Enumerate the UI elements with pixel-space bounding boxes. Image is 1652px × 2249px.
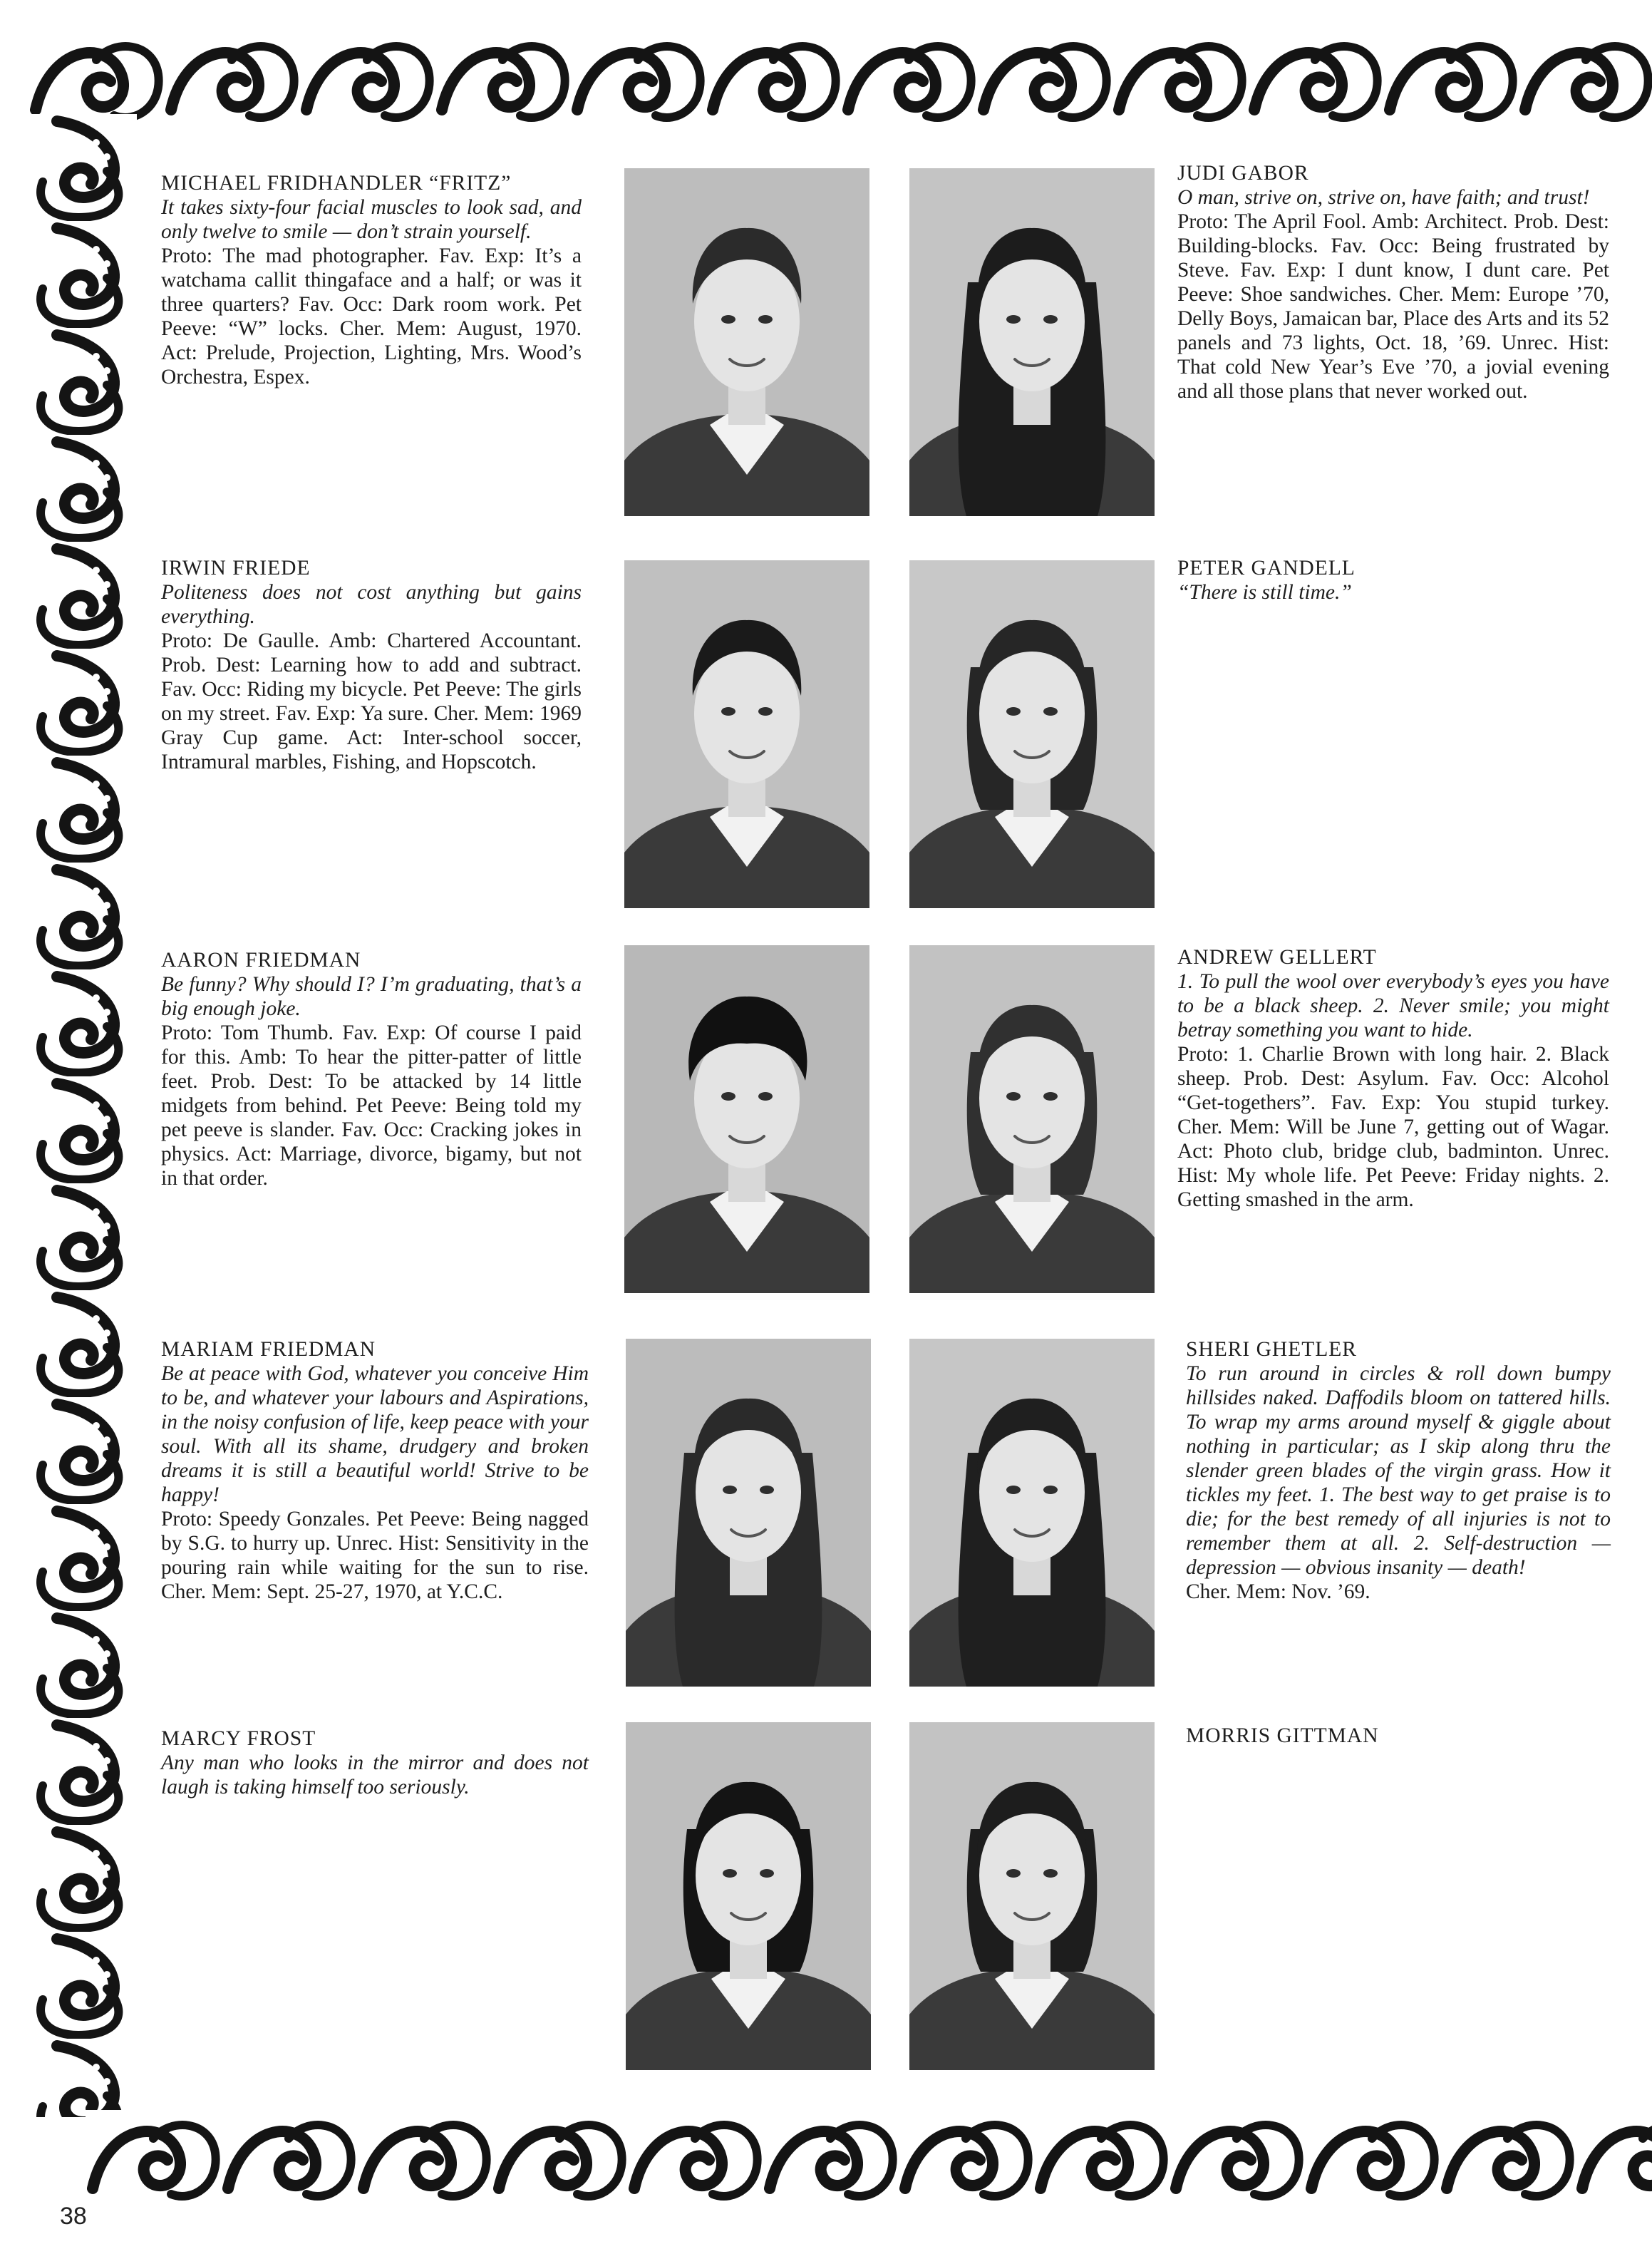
ornamental-border-left xyxy=(29,114,137,2117)
ornamental-border-bottom xyxy=(86,2110,1652,2214)
portrait-morris-gittman xyxy=(909,1722,1155,2070)
entry-judi-gabor xyxy=(1177,161,1609,403)
portrait-marcy-frost xyxy=(626,1722,871,2070)
entry-peter-gandell xyxy=(1177,556,1609,604)
student-quote: “There is still time.” xyxy=(1177,581,1352,604)
student-details: Proto: Speedy Gonzales. Pet Peeve: Being nagged by S.G. to hurry up. Unrec. Hist: Sensitivity in the pouring rain while waiting for the sun to rise. Cher. Mem: Sept. 25-27, 1970, at Y.C.C. xyxy=(161,1508,589,1603)
ornamental-border-top xyxy=(29,31,1652,135)
student-name: IRWIN FRIEDE xyxy=(161,557,311,580)
student-name: PETER GANDELL xyxy=(1177,557,1356,580)
student-quote: O man, strive on, strive on, have faith; and trust! xyxy=(1177,186,1590,209)
portrait-mariam-friedman xyxy=(626,1339,871,1687)
portrait-image xyxy=(909,945,1155,1293)
entry-aaron-friedman xyxy=(161,948,582,1190)
student-name: MARCY FROST xyxy=(161,1727,316,1750)
student-details: Proto: 1. Charlie Brown with long hair. 2. Black sheep. Prob. Dest: Asylum. Fav. Occ: Alcohol “Get-togethers”. Fav. Exp: You stupid turkey. Cher. Mem: Will be June 7, getting out of Wagar. Act: Photo club, bridge club, badminton. Unrec. Hist: My whole life. Pet Peeve: Friday nights. 2. Getting smashed in the arm. xyxy=(1177,1043,1609,1211)
entry-mariam-friedman xyxy=(161,1337,589,1604)
portrait-image xyxy=(624,168,869,516)
portrait-andrew-gellert xyxy=(909,945,1155,1293)
student-quote: Be at peace with God, whatever you conceive Him to be, and whatever your labours and Aspirations, in the noisy confusion of life, keep peace with your soul. With all its shame, drudgery and broken dreams it is still a beautiful world! Strive to be happy! xyxy=(161,1362,589,1506)
portrait-image xyxy=(909,560,1155,908)
portrait-image xyxy=(909,1339,1155,1687)
portrait-aaron-friedman xyxy=(624,945,869,1293)
student-name: SHERI GHETLER xyxy=(1186,1338,1357,1361)
portrait-image xyxy=(626,1722,871,2070)
student-quote: Politeness does not cost anything but gains everything. xyxy=(161,581,582,628)
student-details: Proto: The mad photographer. Fav. Exp: It’s a watchama callit thingaface and a half; or was it three quarters? Fav. Occ: Dark room work. Pet Peeve: “W” locks. Cher. Mem: August, 1970. Act: Prelude, Projection, Lighting, Mrs. Wood’s Orchestra, Espex. xyxy=(161,245,582,388)
portrait-image xyxy=(624,945,869,1293)
entry-irwin-friede xyxy=(161,556,582,774)
portrait-sheri-ghetler xyxy=(909,1339,1155,1687)
entry-michael-fridhandler xyxy=(161,171,582,389)
student-details: Cher. Mem: Nov. ’69. xyxy=(1186,1580,1370,1603)
entry-andrew-gellert xyxy=(1177,945,1609,1212)
student-details: Proto: Tom Thumb. Fav. Exp: Of course I paid for this. Amb: To hear the pitter-patter of little feet. Prob. Dest: To be attacked by 14 little midgets from behind. Pet Peeve: Being told my pet peeve is slander. Fav. Occ: Cracking jokes in physics. Act: Marriage, divorce, bigamy, but not in that order. xyxy=(161,1021,582,1190)
student-name: MARIAM FRIEDMAN xyxy=(161,1338,376,1361)
entry-marcy-frost xyxy=(161,1726,589,1799)
student-quote: Be funny? Why should I? I’m graduating, that’s a big enough joke. xyxy=(161,973,582,1020)
page-number: 38 xyxy=(60,2203,87,2230)
portrait-image xyxy=(909,168,1155,516)
portrait-image xyxy=(909,1722,1155,2070)
portrait-judi-gabor xyxy=(909,168,1155,516)
student-name: AARON FRIEDMAN xyxy=(161,949,361,972)
student-name: MICHAEL FRIDHANDLER “FRITZ” xyxy=(161,172,512,195)
student-quote: 1. To pull the wool over everybody’s eyes you have to be a black sheep. 2. Never smile; you might betray something you want to hide. xyxy=(1177,970,1609,1041)
portrait-irwin-friede xyxy=(624,560,869,908)
student-name: MORRIS GITTMAN xyxy=(1186,1724,1379,1747)
student-quote: Any man who looks in the mirror and does not laugh is taking himself too seriously. xyxy=(161,1751,589,1798)
student-details: Proto: The April Fool. Amb: Architect. Prob. Dest: Building-blocks. Fav. Occ: Being frustrated by Steve. Fav. Exp: I dunt know, I dunt care. Pet Peeve: Shoe sandwiches. Cher. Mem: Europe ’70, Delly Boys, Jamaican bar, Place des Arts and its 52 panels and 73 lights, Oct. 18, ’69. Unrec. Hist: That cold New Year’s Eve ’70, a jovial evening and all those plans that never worked out. xyxy=(1177,210,1609,403)
portrait-michael-fridhandler xyxy=(624,168,869,516)
student-name: ANDREW GELLERT xyxy=(1177,946,1377,969)
student-name: JUDI GABOR xyxy=(1177,162,1309,185)
student-quote: To run around in circles & roll down bumpy hillsides naked. Daffodils bloom on tattered hills. To wrap my arms around myself & giggle about nothing in particular; as I skip along thru the slender green blades of the virgin grass. How it tickles my feet. 1. The best way to get praise is to die; for the best remedy of all injuries is not to remember them at all. 2. Self-destruction — depression — obvious insanity — death! xyxy=(1186,1362,1611,1579)
entry-sheri-ghetler xyxy=(1186,1337,1611,1604)
entry-morris-gittman xyxy=(1186,1724,1611,1748)
portrait-peter-gandell xyxy=(909,560,1155,908)
portrait-image xyxy=(624,560,869,908)
portrait-image xyxy=(626,1339,871,1687)
student-quote: It takes sixty-four facial muscles to look sad, and only twelve to smile — don’t strain yourself. xyxy=(161,196,582,243)
student-details: Proto: De Gaulle. Amb: Chartered Accountant. Prob. Dest: Learning how to add and subtract. Fav. Occ: Riding my bicycle. Pet Peeve: The girls on my street. Fav. Exp: Ya sure. Cher. Mem: 1969 Gray Cup game. Act: Inter-school soccer, Intramural marbles, Fishing, and Hopscotch. xyxy=(161,629,582,773)
